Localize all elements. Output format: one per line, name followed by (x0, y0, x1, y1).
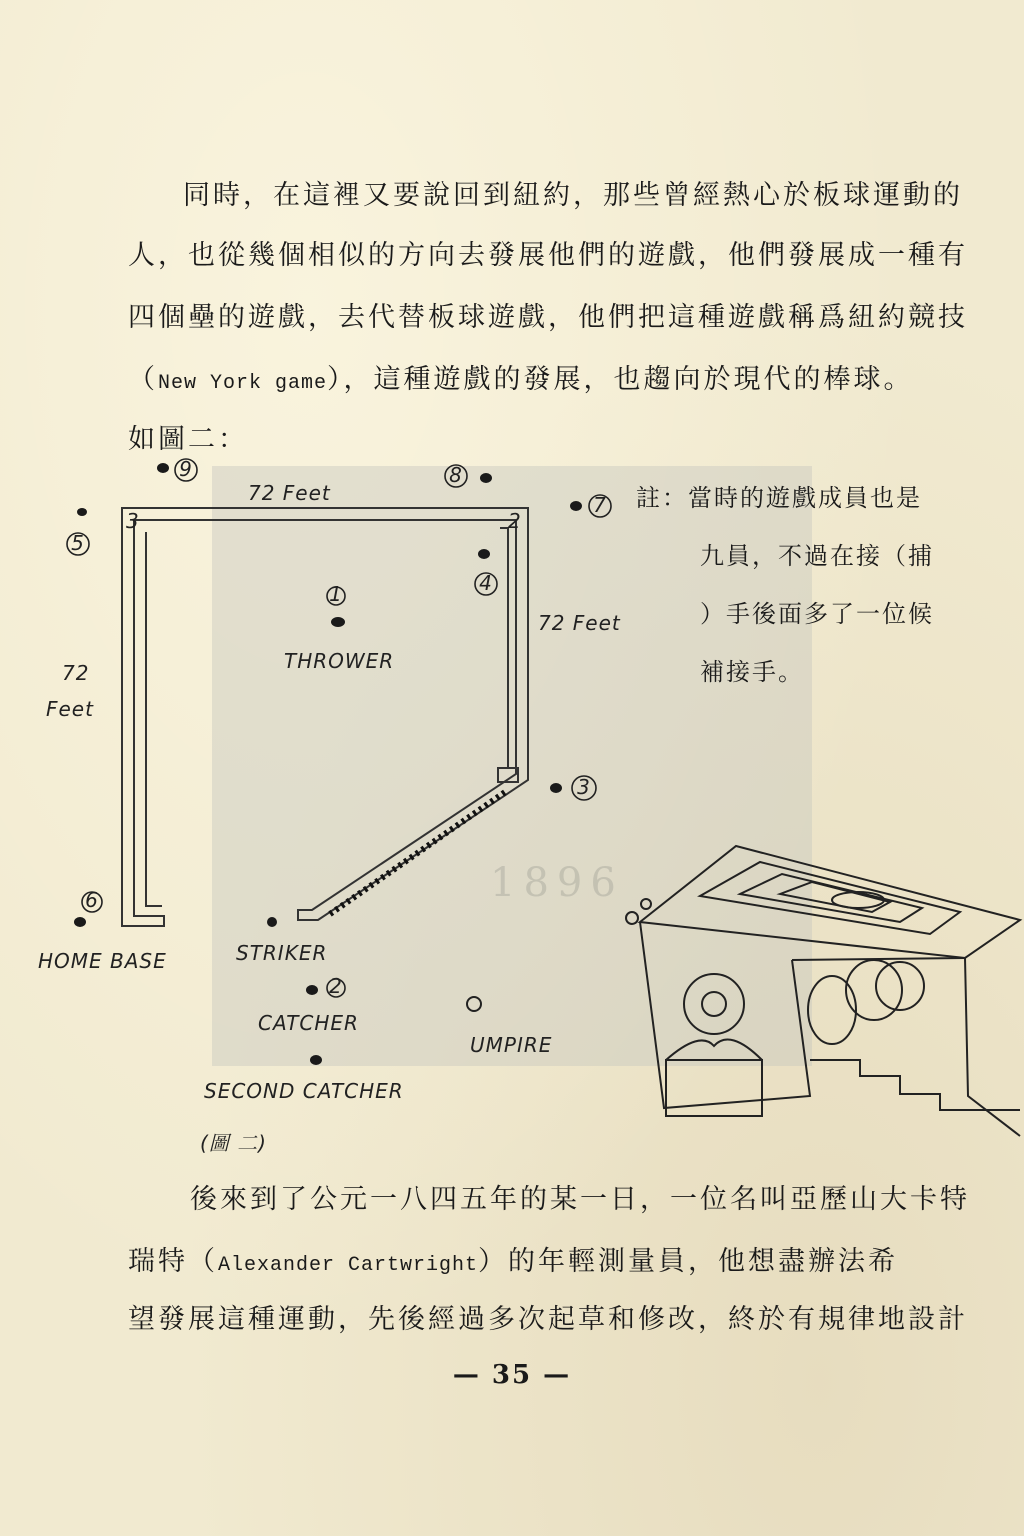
paragraph-2-line-1: 後來到了公元一八四五年的某一日，一位名叫亞歷山大卡特 (190, 1184, 970, 1215)
base-3-label: 3 (126, 509, 140, 533)
english-name-alexander-cartwright: Alexander Cartwright (218, 1254, 479, 1277)
umpire-marker (467, 997, 481, 1011)
home-base-label: HOME BASE (38, 949, 167, 973)
distance-left-label-number: 72 (62, 661, 90, 685)
umpire-label: UMPIRE (470, 1033, 553, 1057)
position-7: 7 (593, 493, 607, 517)
position-9: 9 (179, 457, 193, 481)
position-3: 3 (577, 775, 591, 799)
striker-label: STRIKER (236, 941, 328, 965)
note-line-3: ）手後面多了一位候 (700, 600, 934, 628)
english-term-new-york-game: New York game (158, 372, 328, 395)
distance-left-label-unit: Feet (46, 697, 94, 721)
player-markers (74, 463, 582, 1065)
decorative-sketch-icon (626, 846, 1020, 1136)
watermark-year: 1896 (490, 860, 624, 906)
note-line-4: 補接手。 (700, 658, 804, 686)
figure-reference: 如圖二： (128, 424, 248, 455)
distance-top-label: 72 Feet (248, 481, 331, 505)
player-9-dot (157, 463, 169, 473)
player-2-dot (306, 985, 318, 995)
striker-dot (267, 917, 277, 927)
position-1: 1 (329, 582, 343, 606)
position-6: 6 (85, 888, 99, 912)
line-2-start: 瑞特（ (128, 1246, 218, 1277)
distance-right-label: 72 Feet (538, 611, 621, 635)
figure-caption: (圖 二) (200, 1131, 267, 1155)
position-4: 4 (479, 571, 493, 595)
paragraph-2-line-3: 望發展這種運動，先後經過多次起草和修改，終於有規律地設計 (128, 1304, 968, 1335)
player-3-dot (550, 783, 562, 793)
player-6-dot (74, 917, 86, 927)
base-2-label: 2 (508, 509, 522, 533)
player-8-dot (480, 473, 492, 483)
second-catcher-dot (310, 1055, 322, 1065)
open-paren: （ (128, 364, 158, 395)
note-line-1: 註：當時的遊戲成員也是 (636, 484, 922, 512)
field-outline (122, 508, 528, 926)
position-8: 8 (449, 463, 463, 487)
thrower-label: THROWER (284, 649, 395, 673)
player-5-dot (77, 508, 87, 516)
player-1-dot (331, 617, 345, 627)
line-4-rest: ），這種遊戲的發展，也趨向於現代的棒球。 (327, 364, 914, 395)
player-4-dot (478, 549, 490, 559)
line-2-rest: ）的年輕測量員，他想盡辦法希 (478, 1246, 899, 1277)
paragraph-1-line-3: 四個壘的遊戲，去代替板球遊戲，他們把這種遊戲稱爲紐約競技 (128, 302, 968, 333)
second-catcher-label: SECOND CATCHER (204, 1079, 404, 1103)
paragraph-1-line-2: 人，也從幾個相似的方向去發展他們的遊戲，他們發展成一種有 (128, 240, 968, 271)
note-line-2: 九員，不過在接（捕 (700, 542, 934, 570)
page-number: — 35 — (452, 1360, 572, 1390)
position-5: 5 (71, 531, 85, 555)
position-2: 2 (329, 974, 343, 998)
paragraph-2-line-2 (128, 1246, 968, 1278)
paragraph-1-line-1: 同時，在這裡又要說回到紐約，那些曾經熱心於板球運動的 (183, 180, 963, 211)
player-7-dot (570, 501, 582, 511)
catcher-label: CATCHER (258, 1011, 359, 1035)
